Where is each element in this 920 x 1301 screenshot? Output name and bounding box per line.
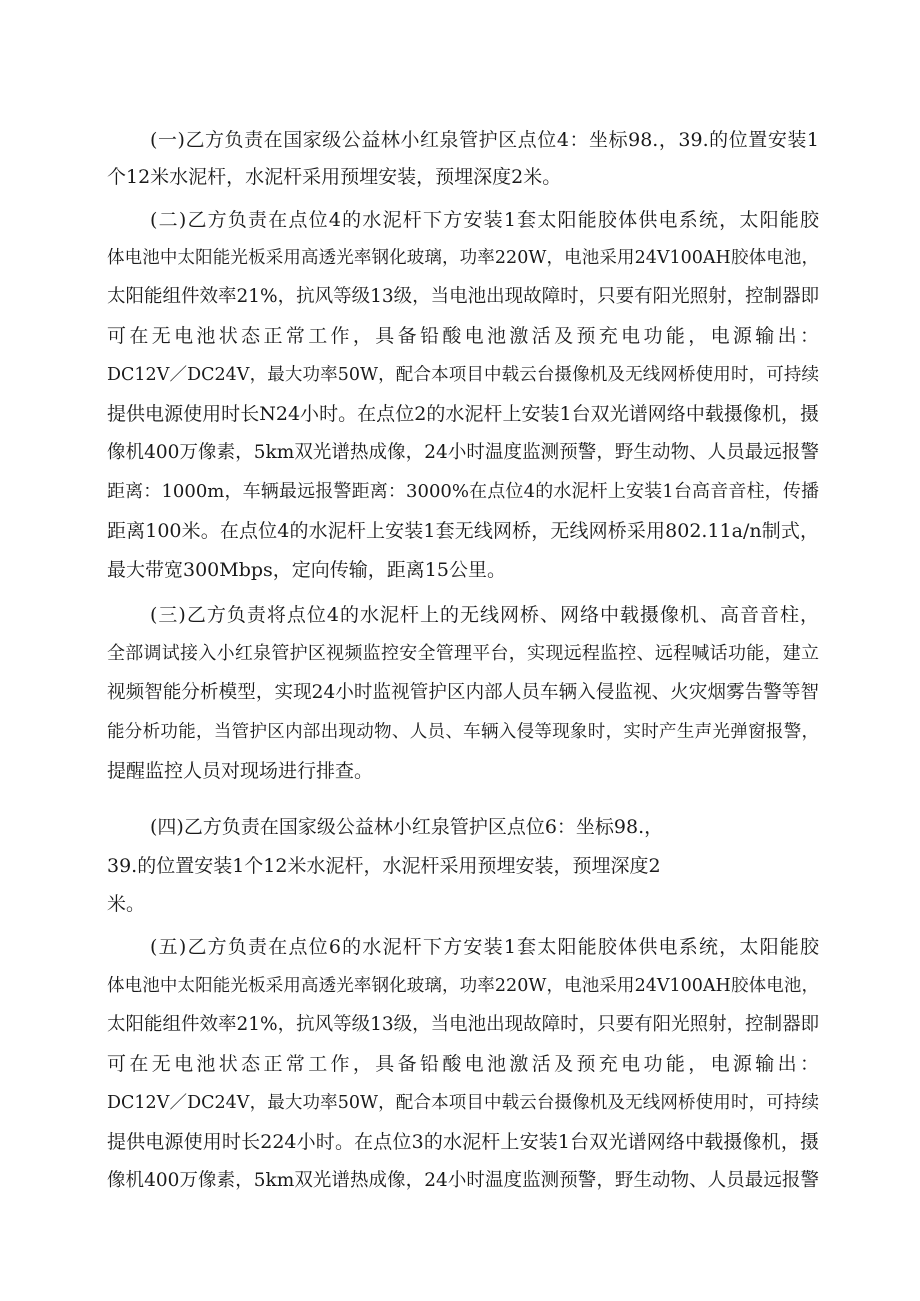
paragraph-3-line-1: (三)乙方负责将点位4的水泥杆上的无线网桥、网络中载摄像机、高音音柱， [150,604,819,626]
paragraph-3-line-4: 能分析功能，当管护区内部出现动物、人员、车辆入侵等现象时，实时产生声光弹窗报警， [107,722,819,742]
paragraph-5-line-4: 可在无电池状态正常工作，具备铅酸电池激活及预充电功能，电源输出： [107,1053,819,1075]
paragraph-3-line-5: 提醒监控人员对现场进行排查。 [107,760,374,782]
paragraph-3-line-2: 全部调试接入小红泉管护区视频监控安全管理平台，实现远程监控、远程喊话功能，建立 [107,643,819,664]
paragraph-5-line-3: 太阳能组件效率21%，抗风等级13级，当电池出现故障时，只要有阳光照射，控制器即 [107,1014,819,1035]
paragraph-4-line-3: 米。 [107,893,146,915]
paragraph-1-line-2: 个12米水泥杆，水泥杆采用预埋安装，预埋深度2米。 [107,166,562,188]
paragraph-5-line-1: (五)乙方负责在点位6的水泥杆下方安装1套太阳能胶体供电系统，太阳能胶 [150,936,819,958]
paragraph-2-line-10: 最大带宽300Mbps，定向传输，距离15公里。 [107,559,506,581]
paragraph-2-line-8: 距离：1000m，车辆最远报警距离：3000%在点位4的水泥杆上安装1台高音音柱，传播 [107,481,819,502]
paragraph-2-line-2: 体电池中太阳能光板采用高透光率钢化玻璃，功率220W，电池采用24V100AH胶体电池， [107,248,819,268]
paragraph-4-line-2: 39.的位置安装1个12米水泥杆，水泥杆采用预埋安装，预埋深度2 [107,855,661,877]
paragraph-2-line-4: 可在无电池状态正常工作，具备铅酸电池激活及预充电功能，电源输出： [107,325,819,347]
paragraph-2-line-6: 提供电源使用时长N24小时。在点位2的水泥杆上安装1台双光谱网络中载摄像机，摄 [107,403,819,425]
paragraph-5-line-2: 体电池中太阳能光板采用高透光率钢化玻璃，功率220W，电池采用24V100AH胶体电池， [107,976,819,996]
paragraph-5-line-6: 提供电源使用时长224小时。在点位3的水泥杆上安装1台双光谱网络中载摄像机，摄 [107,1131,819,1153]
paragraph-3-line-3: 视频智能分析模型，实现24小时监视管护区内部人员车辆入侵监视、火灾烟雾告警等智 [107,682,819,703]
paragraph-2-line-9: 距离100米。在点位4的水泥杆上安装1套无线网桥，无线网桥采用802.11a/n制式， [107,520,819,542]
paragraph-5-line-7: 像机400万像素，5km双光谱热成像，24小时温度监测预警，野生动物、人员最远报警 [107,1170,819,1191]
paragraph-1-line-1: (一)乙方负责在国家级公益林小红泉管护区点位4：坐标98.，39.的位置安装1 [150,129,819,151]
paragraph-4-line-1: (四)乙方负责在国家级公益林小红泉管护区点位6：坐标98.， [150,816,664,838]
paragraph-2-line-7: 像机400万像素，5km双光谱热成像，24小时温度监测预警，野生动物、人员最远报警 [107,442,819,463]
paragraph-2-line-3: 太阳能组件效率21%，抗风等级13级，当电池出现故障时，只要有阳光照射，控制器即 [107,286,819,307]
paragraph-5-line-5: DC12V／DC24V，最大功率50W，配合本项目中载云台摄像机及无线网桥使用时，可持续 [107,1093,819,1113]
paragraph-2-line-1: (二)乙方负责在点位4的水泥杆下方安装1套太阳能胶体供电系统，太阳能胶 [150,209,819,231]
paragraph-2-line-5: DC12V／DC24V，最大功率50W，配合本项目中载云台摄像机及无线网桥使用时，可持续 [107,365,819,385]
